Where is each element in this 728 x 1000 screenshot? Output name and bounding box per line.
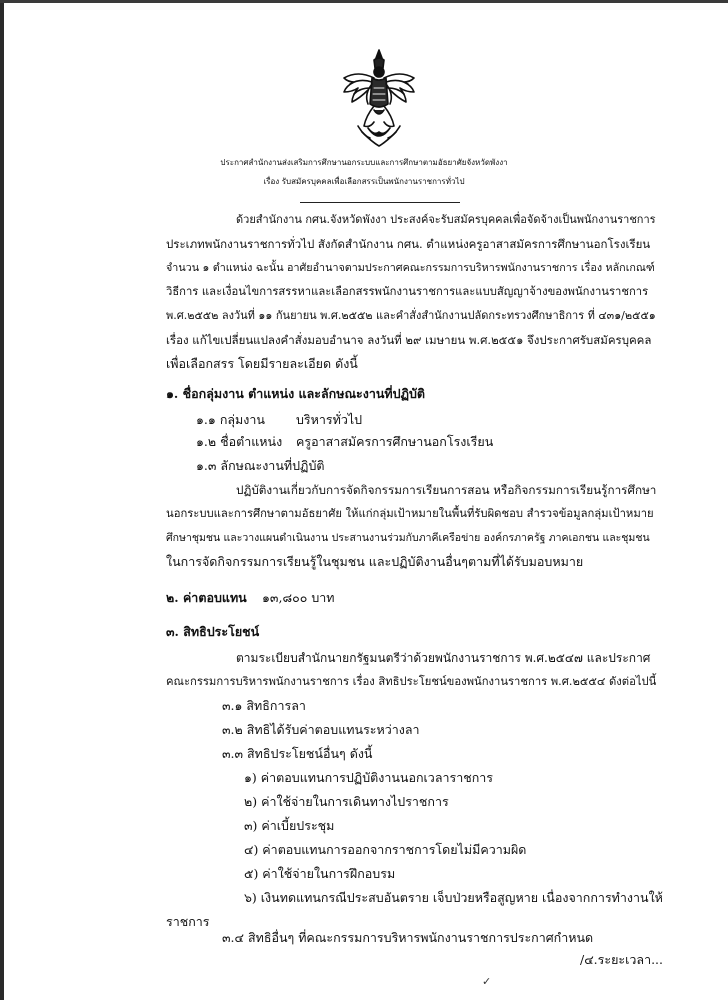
intro-line: เพื่อเลือกสรร โดยมีรายละเอียด ดังนี้ [166, 356, 358, 371]
announcement-title: ประกาศสำนักงานส่งเสริมการศึกษานอกระบบและการศึกษาตามอัธยาศัยจังหวัดพังงา [220, 158, 508, 167]
title-divider [300, 202, 460, 203]
group-label: ๑.๑ กลุ่มงาน [196, 412, 265, 427]
scan-edge [0, 0, 4, 1000]
intro-line: พ.ศ.๒๕๕๒ ลงวันที่ ๑๑ กันยายน พ.ศ.๒๕๕๒ และคำสั่งสำนักงานปลัดกระทรวงศึกษาธิการ ที่ ๔๓๑/๒๕๕๑ [166, 309, 656, 322]
benefit-subitem: ๔) ค่าตอบแทนการออกจากราชการโดยไม่มีความผิด [244, 842, 527, 857]
page-continuation: /๔.ระยะเวลา... [580, 952, 664, 967]
benefit-subitem-continuation: ราชการ [166, 914, 210, 929]
intro-line: วิธีการ และเงื่อนไขการสรรหาและเลือกสรรพนักงานราชการและแบบสัญญาจ้างของพนักงานราชการ [166, 285, 649, 298]
intro-line: ประเภทพนักงานราชการทั่วไป สังกัดสำนักงาน กศน. ตำแหน่งครูอาสาสมัครการศึกษานอกโรงเรียน [166, 237, 651, 251]
benefit-subitem: ๓) ค่าเบี้ยประชุม [244, 818, 335, 833]
benefit-subitem: ๑) ค่าตอบแทนการปฏิบัติงานนอกเวลาราชการ [244, 770, 494, 785]
benefits-intro-line: คณะกรรมการบริหารพนักงานราชการ เรื่อง สิทธิประโยชน์ของพนักงานราชการ พ.ศ.๒๕๕๔ ดังต่อไปนี้ [166, 675, 657, 688]
benefit-subitem: ๖) เงินทดแทนกรณีประสบอันตราย เจ็บป่วยหรือสูญหาย เนื่องจากการทำงานให้ [244, 890, 663, 905]
position-value: ครูอาสาสมัครการศึกษานอกโรงเรียน [296, 434, 494, 449]
duty-line: ในการจัดกิจกรรมการเรียนรู้ในชุมชน และปฏิบัติงานอื่นๆตามที่ได้รับมอบหมาย [166, 554, 584, 569]
benefits-intro-line: ตามระเบียบสำนักนายกรัฐมนตรีว่าด้วยพนักงานราชการ พ.ศ.๒๕๔๗ และประกาศ [236, 651, 651, 665]
duty-label: ๑.๓ ลักษณะงานที่ปฏิบัติ [196, 458, 325, 473]
intro-line: จำนวน ๑ ตำแหน่ง ฉะนั้น อาศัยอำนาจตามประกาศคณะกรรมการบริหารพนักงานราชการ เรื่อง หลักเกณฑ์ [166, 261, 655, 274]
benefit-item: ๓.๓ สิทธิประโยชน์อื่นๆ ดังนี้ [222, 746, 373, 761]
announcement-subject: เรื่อง รับสมัครบุคคลเพื่อเลือกสรรเป็นพนักงานราชการทั่วไป [263, 177, 465, 186]
duty-line: นอกระบบและการศึกษาตามอัธยาศัย ให้แก่กลุ่มเป้าหมายในพื้นที่รับผิดชอบ สำรวจข้อมูลกลุ่มเป้าหมาย [166, 507, 654, 520]
compensation-value: ๑๓,๘๐๐ บาท [262, 590, 335, 605]
benefit-subitem: ๕) ค่าใช้จ่ายในการฝึกอบรม [244, 866, 396, 881]
benefit-item: ๓.๒ สิทธิได้รับค่าตอบแทนระหว่างลา [222, 722, 420, 737]
position-label: ๑.๒ ชื่อตำแหน่ง [196, 434, 283, 449]
intro-line: ด้วยสำนักงาน กศน.จังหวัดพังงา ประสงค์จะรับสมัครบุคคลเพื่อจัดจ้างเป็นพนักงานราชการ [236, 213, 656, 226]
scan-top-edge [0, 0, 728, 3]
benefit-item: ๓.๔ สิทธิอื่นๆ ที่คณะกรรมการบริหารพนักงานราชการประกาศกำหนด [222, 930, 594, 945]
benefit-subitem: ๒) ค่าใช้จ่ายในการเดินทางไปราชการ [244, 794, 449, 809]
scan-mark: ✓ [482, 975, 492, 988]
section-2-heading: ๒. ค่าตอบแทน [166, 590, 247, 605]
benefit-item: ๓.๑ สิทธิการลา [222, 698, 306, 713]
section-3-heading: ๓. สิทธิประโยชน์ [166, 624, 260, 639]
duty-line: ศึกษาชุมชน และวางแผนดำเนินงาน ประสานงานร่วมกับภาคีเครือข่าย องค์กรภาครัฐ ภาคเอกชน และชุมชน [166, 532, 650, 544]
group-value: บริหารทั่วไป [296, 412, 363, 427]
garuda-emblem-icon [338, 48, 420, 148]
duty-line: ปฏิบัติงานเกี่ยวกับการจัดกิจกรรมการเรียนการสอน หรือกิจกรรมการเรียนรู้การศึกษา [236, 483, 657, 497]
section-1-heading: ๑. ชื่อกลุ่มงาน ตำแหน่ง และลักษณะงานที่ปฏิบัติ [166, 386, 426, 401]
intro-line: เรื่อง แก้ไขเปลี่ยนแปลงคำสั่งมอบอำนาจ ลงวันที่ ๒๙ เมษายน พ.ศ.๒๕๕๑ จึงประกาศรับสมัครบุคคล [166, 333, 652, 347]
